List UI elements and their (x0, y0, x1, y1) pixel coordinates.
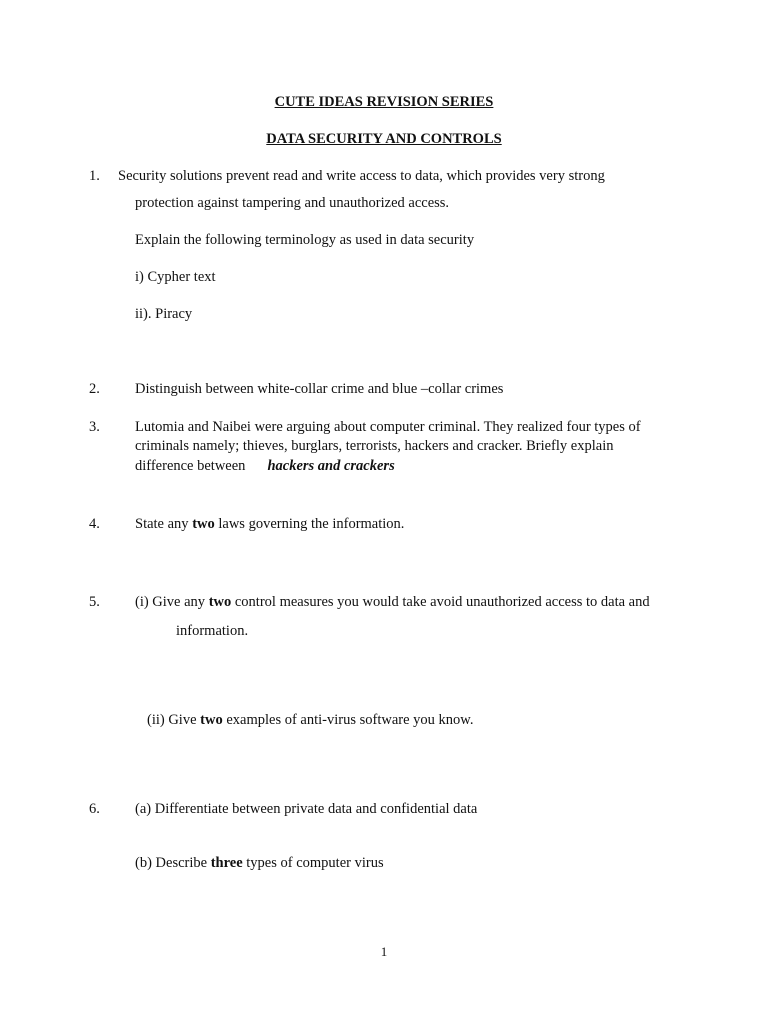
question-1-number: 1. (89, 168, 100, 184)
question-5-part-i-line-2: information. (176, 623, 249, 639)
question-1-instruction: Explain the following terminology as used in data security (135, 232, 475, 248)
topic-title: DATA SECURITY AND CONTROLS (266, 131, 502, 147)
question-3-line-1: Lutomia and Naibei were arguing about computer criminal. They realized four types of (135, 419, 641, 435)
question-5-part-i (135, 594, 650, 611)
question-3-line-3 (135, 458, 395, 475)
question-2-number: 2. (89, 381, 100, 397)
question-4-text-before: State any (135, 516, 193, 532)
question-2-text: Distinguish between white-collar crime and blue –collar crimes (135, 381, 504, 397)
question-1-line-2: protection against tampering and unauthorized access. (135, 195, 450, 211)
question-5-part-i-after: control measures you would take avoid unauthorized access to data and (231, 594, 650, 610)
question-5-part-ii-before: (ii) Give (147, 712, 201, 728)
question-5-part-ii-after: examples of anti-virus software you know. (222, 712, 474, 728)
question-6-part-b (135, 855, 384, 872)
question-5-part-ii-emphasis: two (200, 712, 223, 728)
question-4-emphasis: two (192, 516, 215, 532)
question-5-part-i-emphasis: two (208, 594, 232, 610)
question-3-line-3-start: difference between (135, 458, 246, 474)
question-1-line-1: Security solutions prevent read and write access to data, which provides very strong (118, 168, 605, 184)
question-4-text-after: laws governing the information. (214, 516, 405, 532)
question-6-part-b-emphasis: three (210, 855, 243, 871)
series-title: CUTE IDEAS REVISION SERIES (274, 94, 494, 110)
question-3-emphasis: hackers and crackers (267, 458, 395, 474)
page-number: 1 (380, 944, 388, 959)
question-5-part-i-before: (i) Give any (135, 594, 209, 610)
question-5-number: 5. (89, 594, 100, 610)
question-4-text (135, 516, 404, 533)
question-3-line-2: criminals namely; thieves, burglars, terrorists, hackers and cracker. Briefly explain (135, 438, 614, 454)
question-4-number: 4. (89, 516, 100, 532)
question-6-part-a: (a) Differentiate between private data and confidential data (135, 801, 478, 817)
question-6-part-b-after: types of computer virus (242, 855, 384, 871)
question-6-number: 6. (89, 801, 100, 817)
question-1-part-i: i) Cypher text (135, 269, 216, 285)
question-3-number: 3. (89, 419, 100, 435)
question-6-part-b-before: (b) Describe (135, 855, 211, 871)
question-5-part-ii (147, 712, 473, 729)
question-1-part-ii: ii). Piracy (135, 306, 193, 322)
